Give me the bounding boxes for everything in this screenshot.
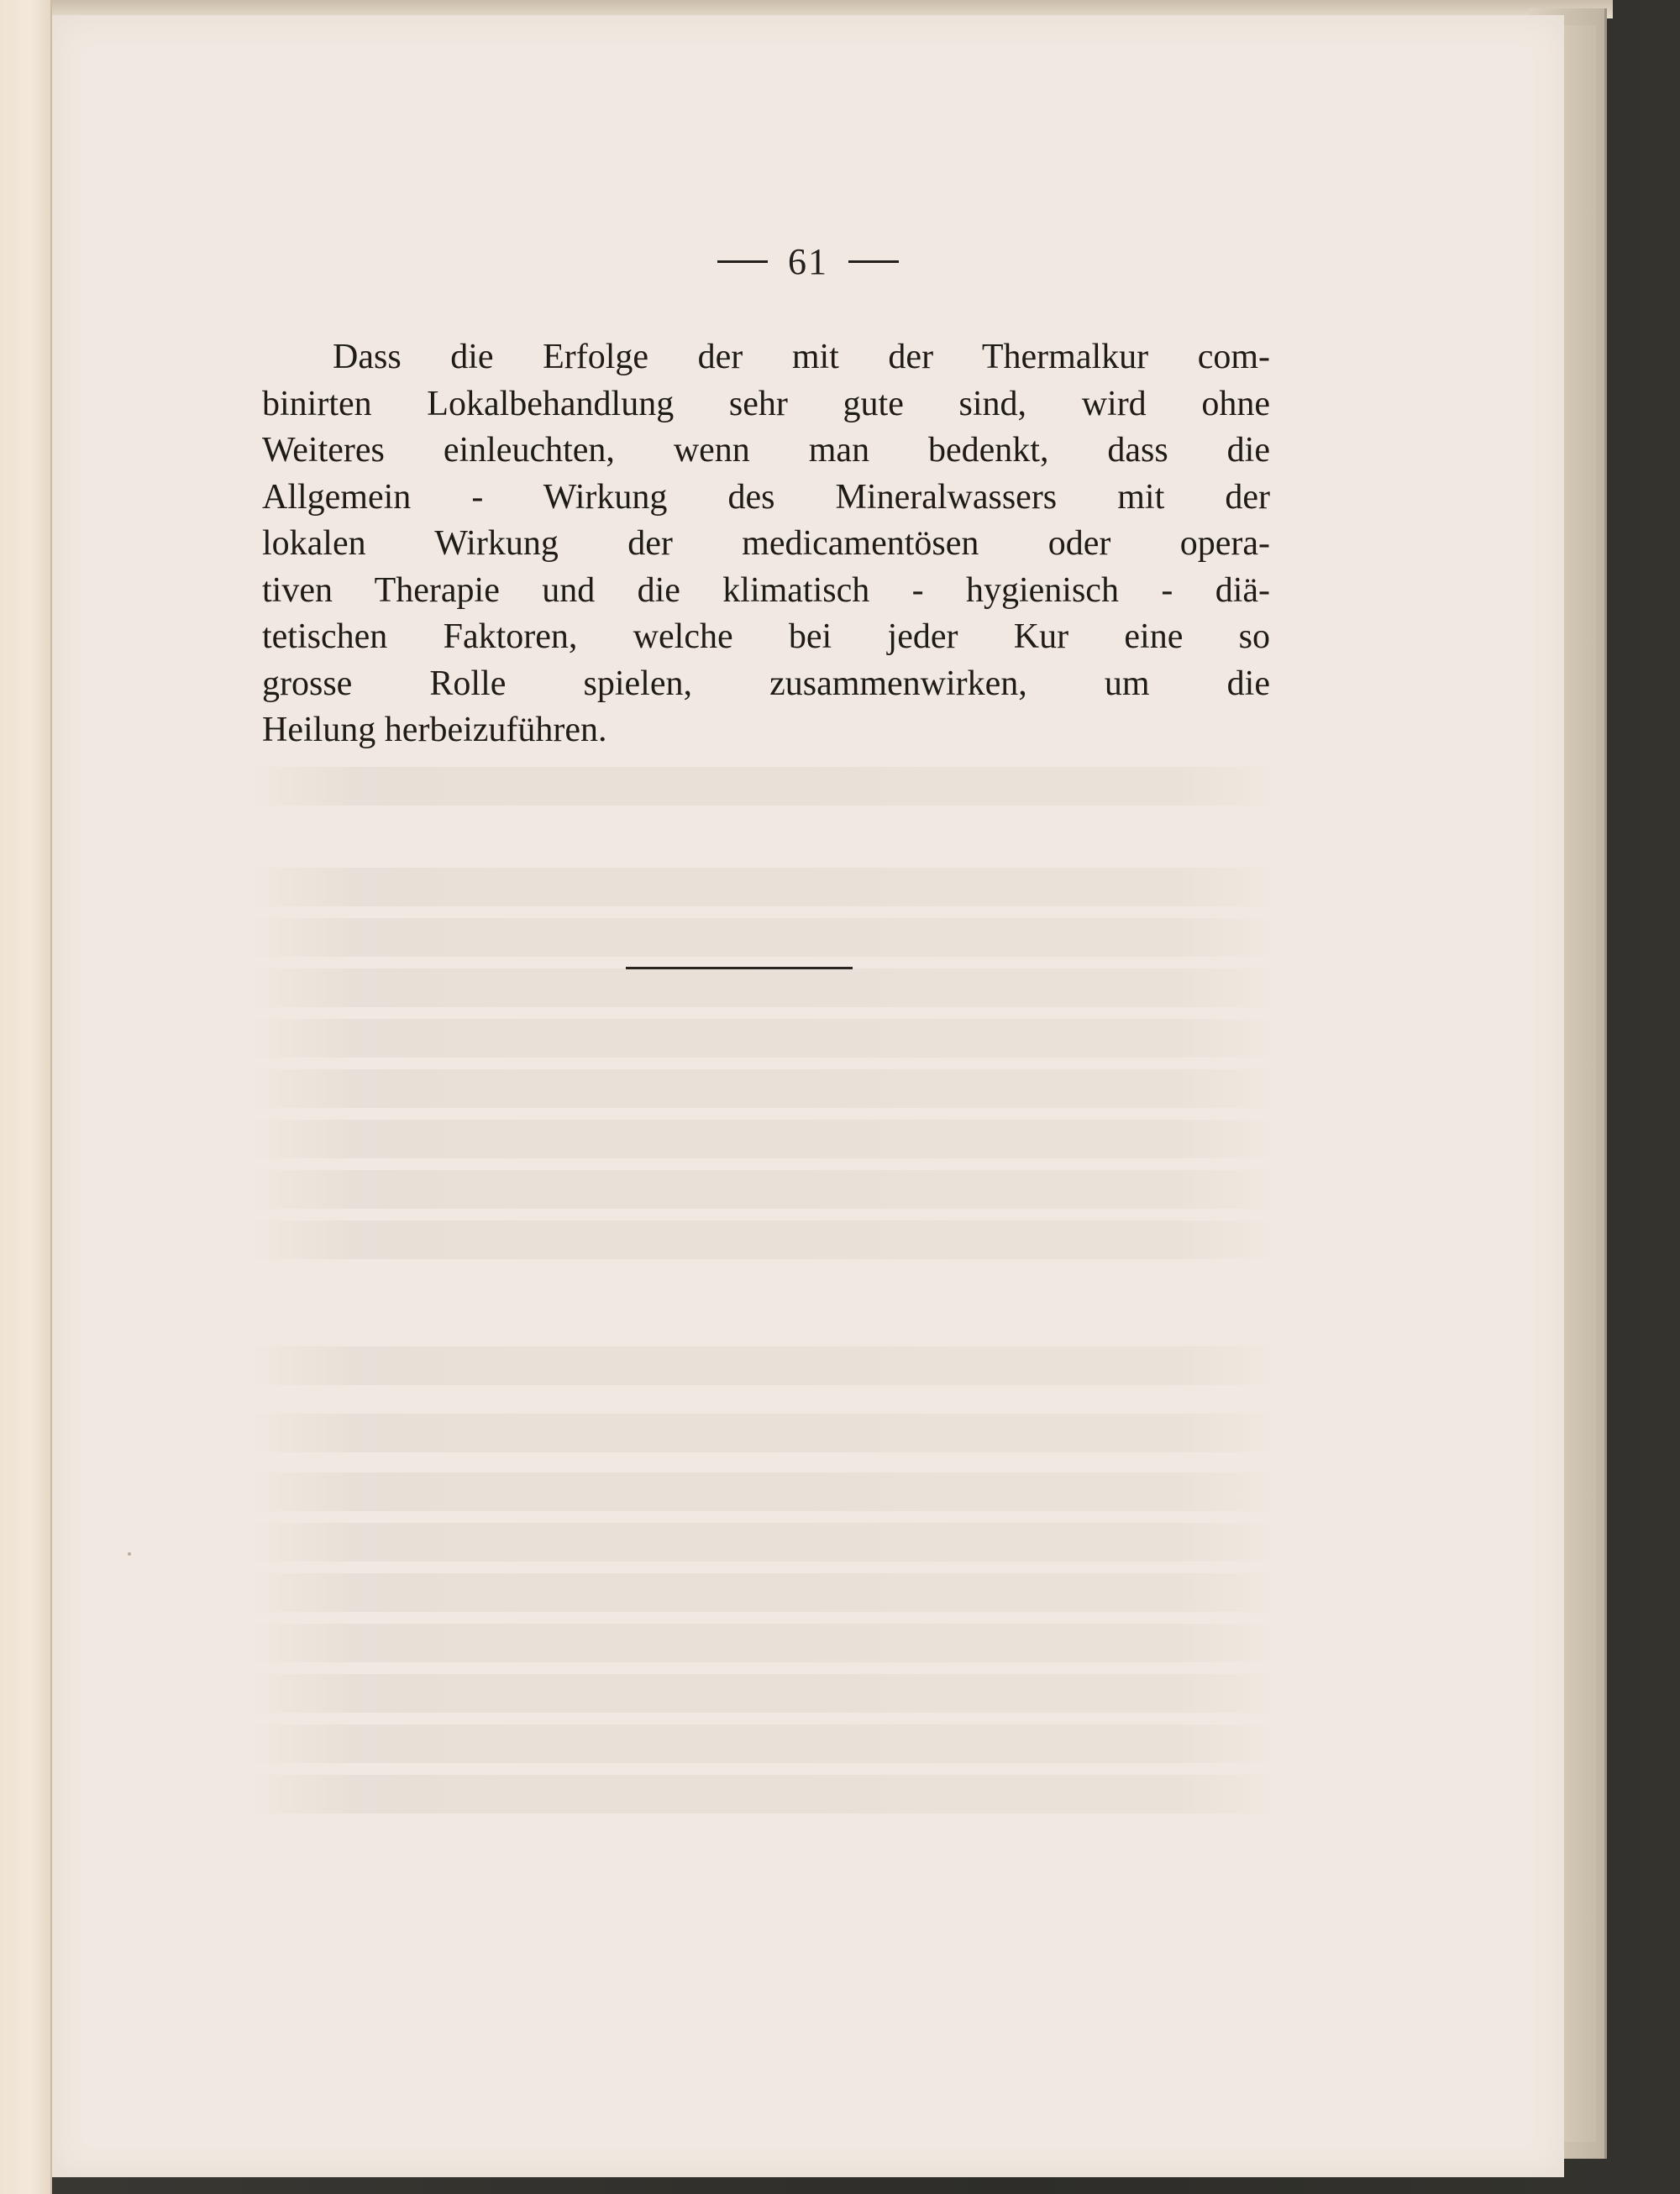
show-through-band <box>249 1414 1274 1452</box>
show-through-band <box>249 1472 1274 1511</box>
show-through-band <box>249 1019 1274 1058</box>
show-through-band <box>249 767 1274 806</box>
show-through-band <box>249 1573 1274 1612</box>
show-through-band <box>249 918 1274 957</box>
text-line: Heilung herbeizuführen. <box>262 711 607 749</box>
show-through-band <box>249 1220 1274 1259</box>
show-through-band <box>249 1724 1274 1763</box>
text-line: Dass die Erfolge der mit der Thermalkur com- <box>333 338 1270 376</box>
show-through-band <box>249 1674 1274 1713</box>
text-line: Allgemein - Wirkung des Mineralwassers mit der <box>262 477 1270 517</box>
show-through-band <box>249 1775 1274 1813</box>
show-through-band <box>249 1170 1274 1209</box>
paper-speck <box>128 1552 131 1556</box>
page-number <box>52 240 1564 283</box>
show-through-band <box>249 1346 1274 1385</box>
show-through-band <box>249 968 1274 1007</box>
page-number-dash-right <box>848 260 899 263</box>
show-through-band <box>249 1624 1274 1662</box>
text-line: lokalen Wirkung der medicamentösen oder opera- <box>262 524 1270 563</box>
text-line: tetischen Faktoren, welche bei jeder Kur eine so <box>262 617 1270 656</box>
section-divider-rule <box>626 967 853 969</box>
show-through-band <box>249 1069 1274 1108</box>
show-through-band <box>249 1120 1274 1158</box>
text-line: tiven Therapie und die klimatisch - hygienisch - diä- <box>262 570 1270 610</box>
text-line: Weiteres einleuchten, wenn man bedenkt, dass die <box>262 431 1270 470</box>
show-through-band <box>249 868 1274 906</box>
book-page <box>52 15 1564 2177</box>
page-number-dash-left <box>717 260 768 263</box>
show-through-band <box>249 1523 1274 1562</box>
text-line: grosse Rolle spielen, zusammenwirken, um die <box>262 664 1270 703</box>
page-number-value: 61 <box>788 241 828 282</box>
text-line: binirten Lokalbehandlung sehr gute sind, wird ohne <box>262 384 1270 423</box>
left-page-edge <box>0 0 52 2194</box>
body-paragraph <box>262 334 1270 754</box>
